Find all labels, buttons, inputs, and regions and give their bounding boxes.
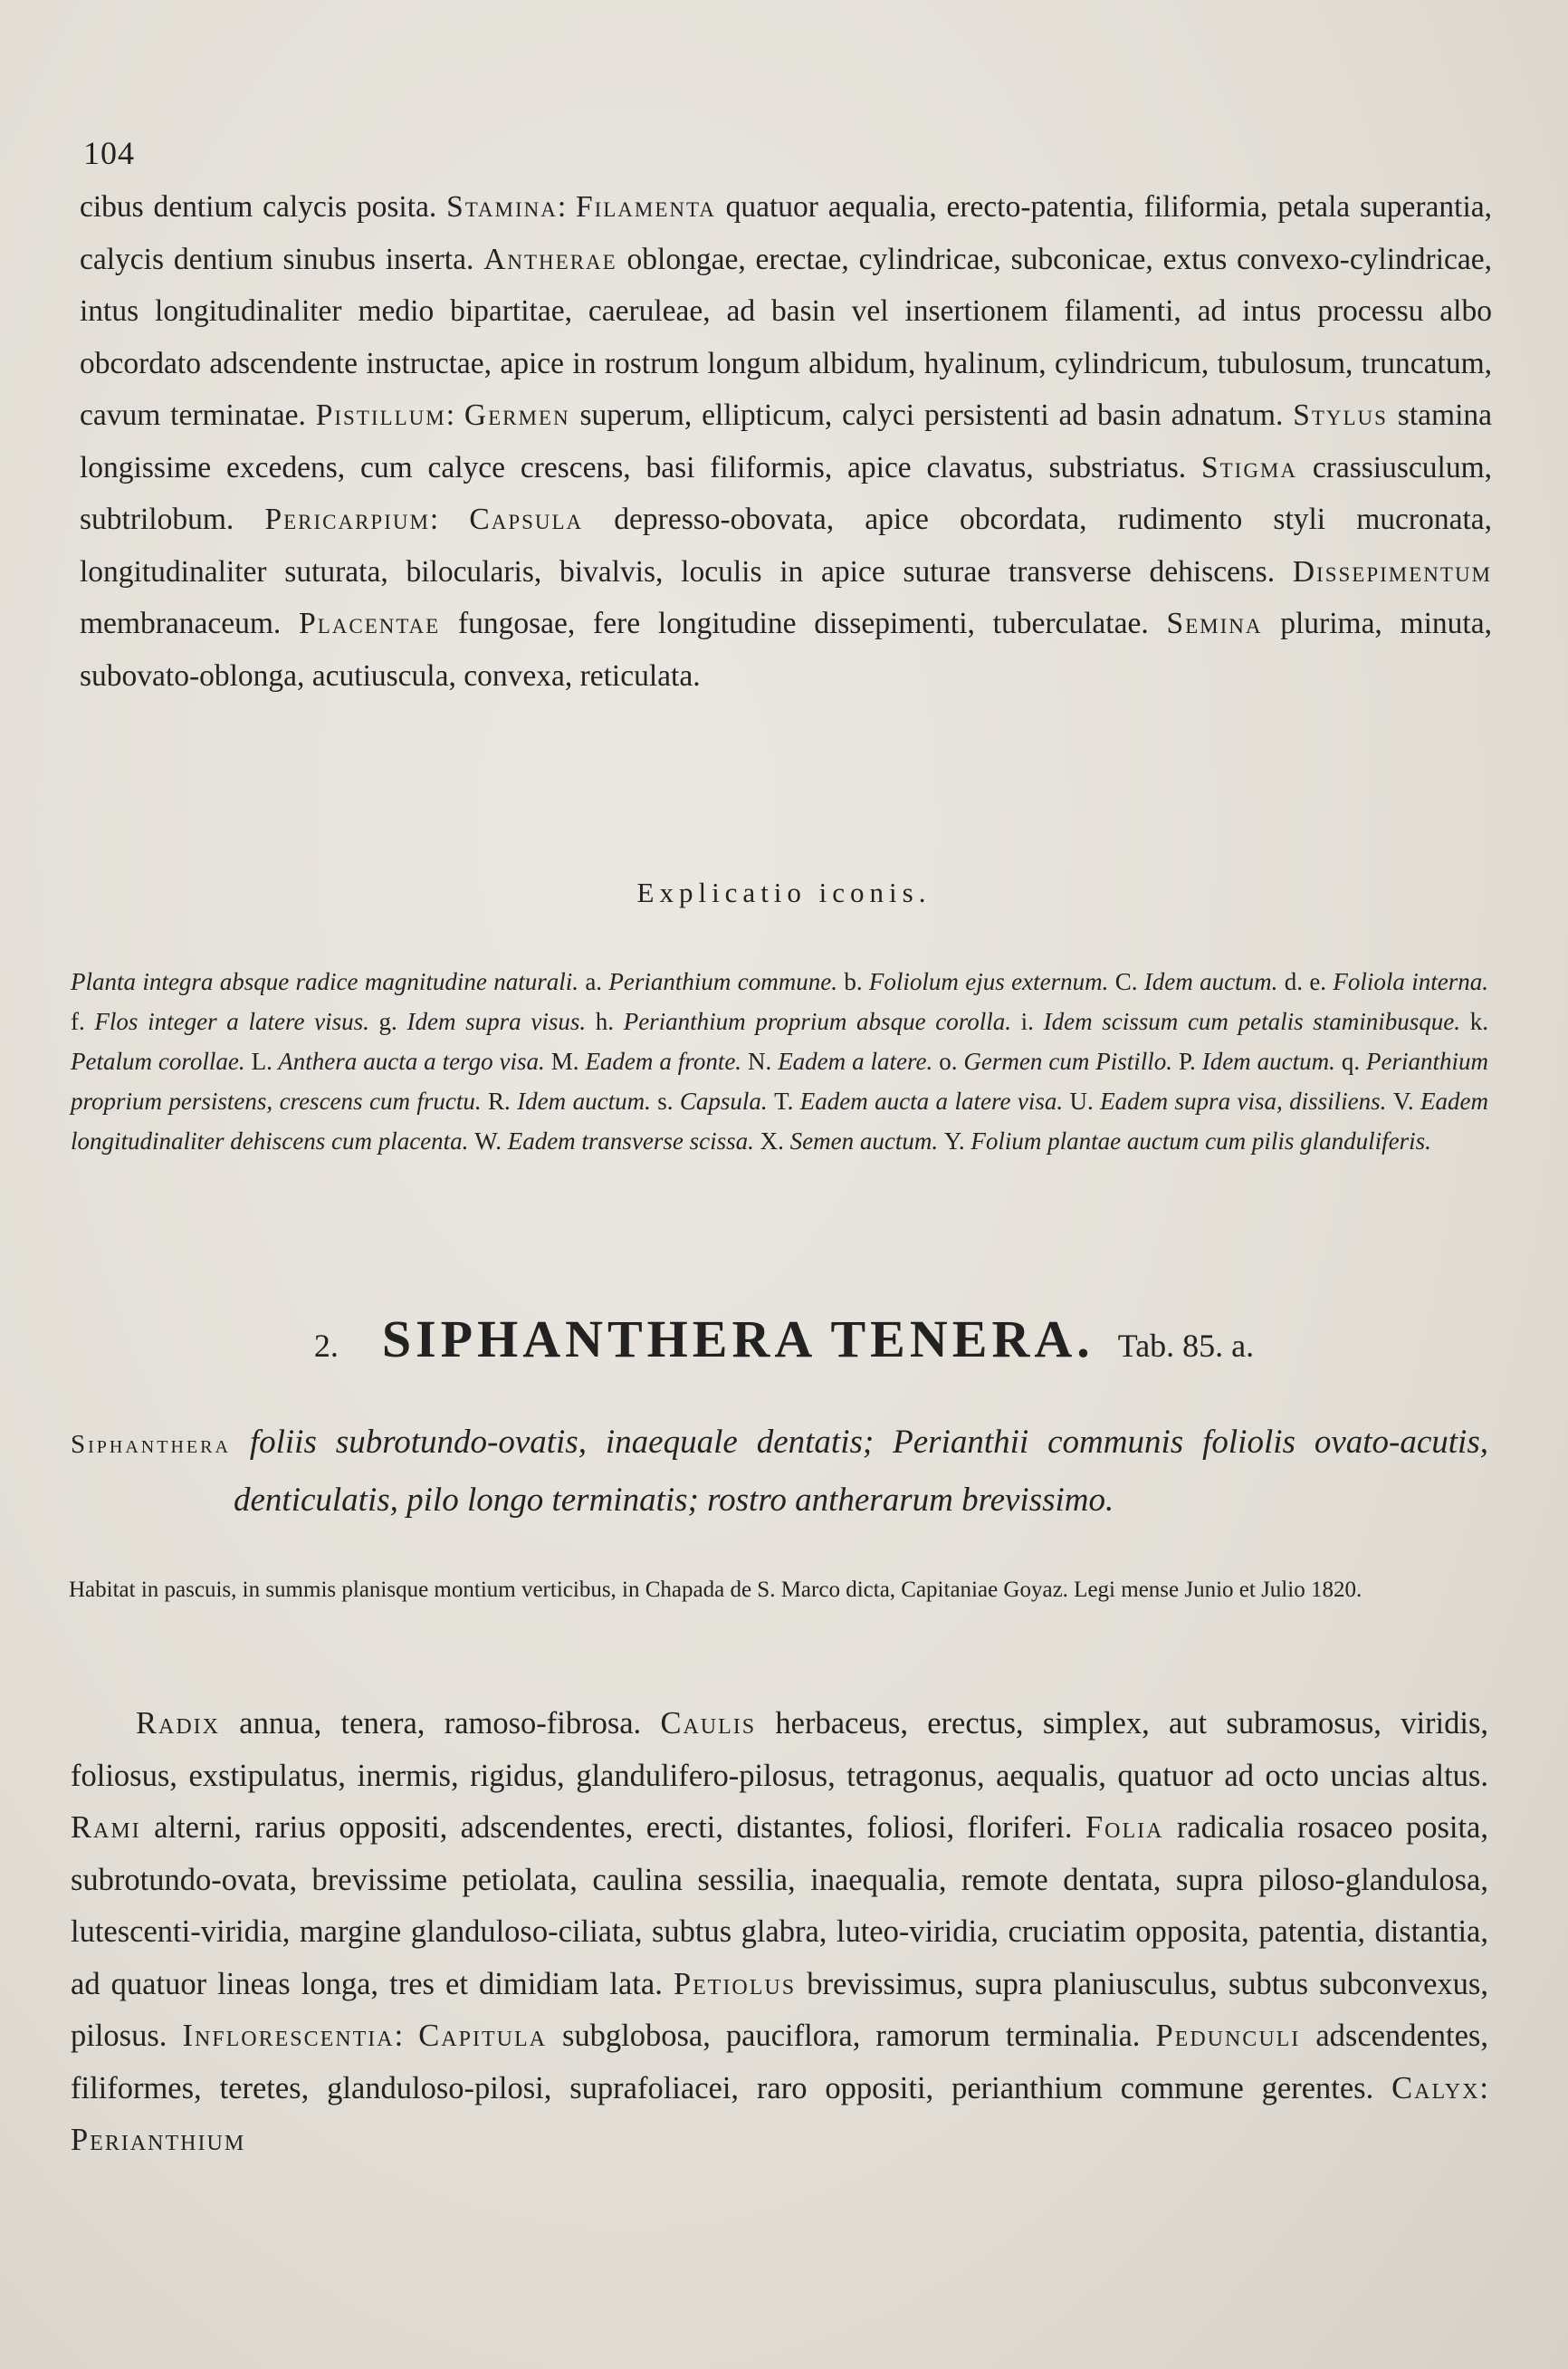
text-run: alterni, rarius oppositi, adscendentes, erecti, distantes, foliosi, floriferi. bbox=[140, 1810, 1085, 1845]
species-description bbox=[71, 1698, 1488, 2167]
species-name: SIPHANTHERA TENERA. bbox=[381, 1309, 1095, 1368]
page-number: 104 bbox=[83, 135, 135, 171]
term-capsula: Capsula bbox=[469, 503, 584, 536]
figure-letter: P. bbox=[1178, 1048, 1196, 1075]
text-run: fungosae, fere longitudine dissepimenti, tuberculatae. bbox=[440, 607, 1167, 640]
text-run: plurima, minuta, subovato-oblonga, acutiuscula, convexa, reticulata. bbox=[80, 607, 1492, 693]
term-caulis: Caulis bbox=[660, 1706, 757, 1741]
text-run: herbaceus, erectus, simplex, aut subramosus, viridis, foliosus, exstipulatus, inermis, rigidus, glandulifero-pilosus, tetragonus, aequalis, quatuor ad octo uncias altus. bbox=[71, 1706, 1488, 1793]
text-run: Planta integra absque radice magnitudine naturali. bbox=[71, 968, 586, 995]
text-run: oblongae, erectae, cylindricae, subconicae, extus convexo-cylindricae, intus longitudinaliter medio bipartitae, caeruleae, ad basin vel insertionem filamenti, ad intus processu albo obcordato adscendente instructae, apice in rostrum longum albidum, hyalinum, cylindricum, tubulosum, truncatum, cavum terminatae. bbox=[80, 242, 1492, 432]
text-run: subglobosa, pauciflora, ramorum terminalia. bbox=[546, 2019, 1156, 2053]
text-run: annua, tenera, ramoso-fibrosa. bbox=[220, 1706, 661, 1741]
term-perianthium: Perianthium bbox=[71, 2123, 246, 2157]
term-semina: Semina bbox=[1166, 607, 1263, 640]
figure-letter: U. bbox=[1069, 1088, 1094, 1115]
text-run: Petalum corollae. bbox=[71, 1048, 252, 1075]
stamina-pistillum-paragraph bbox=[80, 181, 1492, 702]
text-run: Eadem a fronte. bbox=[578, 1048, 748, 1075]
figure-letter: R. bbox=[488, 1088, 511, 1115]
term-stigma: Stigma bbox=[1200, 450, 1297, 484]
figure-letter: o. bbox=[939, 1048, 958, 1075]
text-run: Idem auctum. bbox=[1195, 1048, 1342, 1075]
term-calyx: Calyx bbox=[1391, 2070, 1480, 2105]
term-placentae: Placentae bbox=[299, 607, 441, 640]
text-run: Idem supra visus. bbox=[397, 1008, 596, 1035]
text-run: Folium plantae auctum cum pilis glanduliferis. bbox=[964, 1127, 1431, 1155]
text-run: Perianthium commune. bbox=[602, 968, 845, 995]
figure-letter: C. bbox=[1114, 968, 1138, 995]
figure-letter: X. bbox=[760, 1127, 784, 1155]
species-number: 2. bbox=[313, 1328, 339, 1364]
figure-letter: Y. bbox=[943, 1127, 965, 1155]
figure-letter: b. bbox=[844, 968, 863, 995]
figure-letter: f. bbox=[71, 1008, 85, 1035]
text-run: membranaceum. bbox=[80, 607, 300, 640]
figure-letter: a. bbox=[585, 968, 603, 995]
figure-letter: L. bbox=[251, 1048, 272, 1075]
term-pericarpium: Pericarpium bbox=[264, 503, 430, 536]
figure-letter: d. e. bbox=[1284, 968, 1327, 995]
figure-letter: W. bbox=[474, 1127, 502, 1155]
figure-letter: M. bbox=[550, 1048, 579, 1075]
text-run: Idem auctum. bbox=[1137, 968, 1285, 995]
figure-letter: T. bbox=[774, 1088, 794, 1115]
text-run: Foliola interna. bbox=[1326, 968, 1489, 995]
text-run: Eadem aucta a latere visa. bbox=[793, 1088, 1070, 1115]
text-run: Eadem supra visa, dissiliens. bbox=[1093, 1088, 1393, 1115]
text-run: Germen cum Pistillo. bbox=[957, 1048, 1179, 1075]
term-stamina: Stamina bbox=[446, 190, 558, 224]
genus-name: Siphanthera bbox=[71, 1430, 231, 1459]
species-diagnosis bbox=[71, 1415, 1488, 1529]
diagnosis-text: foliis subrotundo-ovatis, inaequale dentatis; Perianthii communis foliolis ovato-acutis, denticulatis, pilo longo terminatis; rostro antherarum brevissimo. bbox=[230, 1424, 1488, 1519]
term-inflorescentia: Inflorescentia bbox=[182, 2019, 395, 2053]
term-pedunculi: Pedunculi bbox=[1155, 2019, 1301, 2053]
text-run: Flos integer a latere visus. bbox=[84, 1008, 379, 1035]
text-run: : bbox=[394, 2019, 419, 2053]
text-run: Eadem longitudinaliter dehiscens cum placenta. bbox=[71, 1088, 1488, 1155]
figure-letter: N. bbox=[748, 1048, 772, 1075]
text-run: Capsula. bbox=[673, 1088, 775, 1115]
figure-letter: g. bbox=[378, 1008, 397, 1035]
term-filamenta: Filamenta bbox=[575, 190, 716, 224]
text-run: Anthera aucta a tergo visa. bbox=[272, 1048, 551, 1075]
text-run: : bbox=[557, 190, 576, 224]
text-run: cibus dentium calycis posita. bbox=[80, 190, 447, 224]
term-stylus: Stylus bbox=[1293, 398, 1388, 432]
text-run: : bbox=[445, 398, 464, 432]
term-antherae: Antherae bbox=[483, 242, 617, 276]
text-run: brevissimus, supra planiusculus, subtus subconvexus, pilosus. bbox=[71, 1966, 1488, 2053]
text-run: superum, ellipticum, calyci persistenti ad basin adnatum. bbox=[569, 398, 1294, 432]
text-run: depresso-obovata, apice obcordata, rudimento styli mucronata, longitudinaliter suturata, bilocularis, bivalvis, loculis in apice suturae transverse dehiscens. bbox=[80, 503, 1492, 589]
text-run: Perianthium proprium absque corolla. bbox=[614, 1008, 1021, 1035]
species-title bbox=[0, 1309, 1568, 1369]
text-run: radicalia rosaceo posita, subrotundo-ovata, brevissime petiolata, caulina sessilia, inaequalia, remote dentata, supra piloso-glandulosa, lutescenti-viridia, margine glanduloso-ciliata, subtus glabra, luteo-viridia, cruciatim opposita, patentia, distantia, ad quatuor lineas longa, tres et dimidiam lata. bbox=[71, 1810, 1488, 2001]
text-run: Idem auctum. bbox=[510, 1088, 658, 1115]
text-run: quatuor aequalia, erecto-patentia, filiformia, petala superantia, calycis dentium sinubus inserta. bbox=[80, 190, 1493, 276]
text-run: Idem scissum cum petalis staminibusque. bbox=[1033, 1008, 1470, 1035]
term-germen: Germen bbox=[464, 398, 570, 432]
habitat-note: Habitat in pascuis, in summis planisque montium verticibus, in Chapada de S. Marco dicta, Capitaniae Goyaz. Legi mense Junio et Julio 1820. bbox=[69, 1578, 1362, 1602]
plate-reference: Tab. 85. a. bbox=[1117, 1328, 1255, 1364]
term-capitula: Capitula bbox=[418, 2019, 547, 2053]
term-petiolus: Petiolus bbox=[673, 1966, 797, 2001]
text-run: Semen auctum. bbox=[783, 1127, 944, 1155]
figure-letter: q. bbox=[1341, 1048, 1361, 1075]
text-run: : bbox=[1479, 2070, 1488, 2105]
term-dissepimentum: Dissepimentum bbox=[1292, 554, 1492, 589]
figure-letter: h. bbox=[595, 1008, 615, 1035]
text-run: : bbox=[429, 503, 470, 536]
text-run: stamina longissime excedens, cum calyce crescens, basi filiformis, apice clavatus, substriatus. bbox=[80, 398, 1492, 484]
explicatio-heading: Explicatio iconis. bbox=[636, 877, 932, 908]
figure-letter: k. bbox=[1469, 1008, 1488, 1035]
term-radix: Radix bbox=[136, 1706, 220, 1741]
text-run: Eadem a latere. bbox=[771, 1048, 940, 1075]
figure-letter: V. bbox=[1392, 1088, 1414, 1115]
term-folia: Folia bbox=[1085, 1810, 1164, 1845]
text-run: Perianthium proprium persistens, crescens cum fructu. bbox=[71, 1048, 1488, 1115]
figure-letter: i. bbox=[1020, 1008, 1034, 1035]
text-run: Eadem transverse scissa. bbox=[501, 1127, 760, 1155]
text-run: Foliolum ejus externum. bbox=[862, 968, 1115, 995]
term-pistillum: Pistillum bbox=[315, 398, 446, 432]
explicatio-paragraph bbox=[71, 962, 1488, 1161]
term-rami: Rami bbox=[71, 1810, 141, 1845]
text-run: adscendentes, filiformes, teretes, glanduloso-pilosi, suprafoliacei, raro oppositi, perianthium commune gerentes. bbox=[71, 2019, 1488, 2105]
figure-letter: s. bbox=[657, 1088, 674, 1115]
text-run: crassiusculum, subtrilobum. bbox=[80, 450, 1492, 536]
